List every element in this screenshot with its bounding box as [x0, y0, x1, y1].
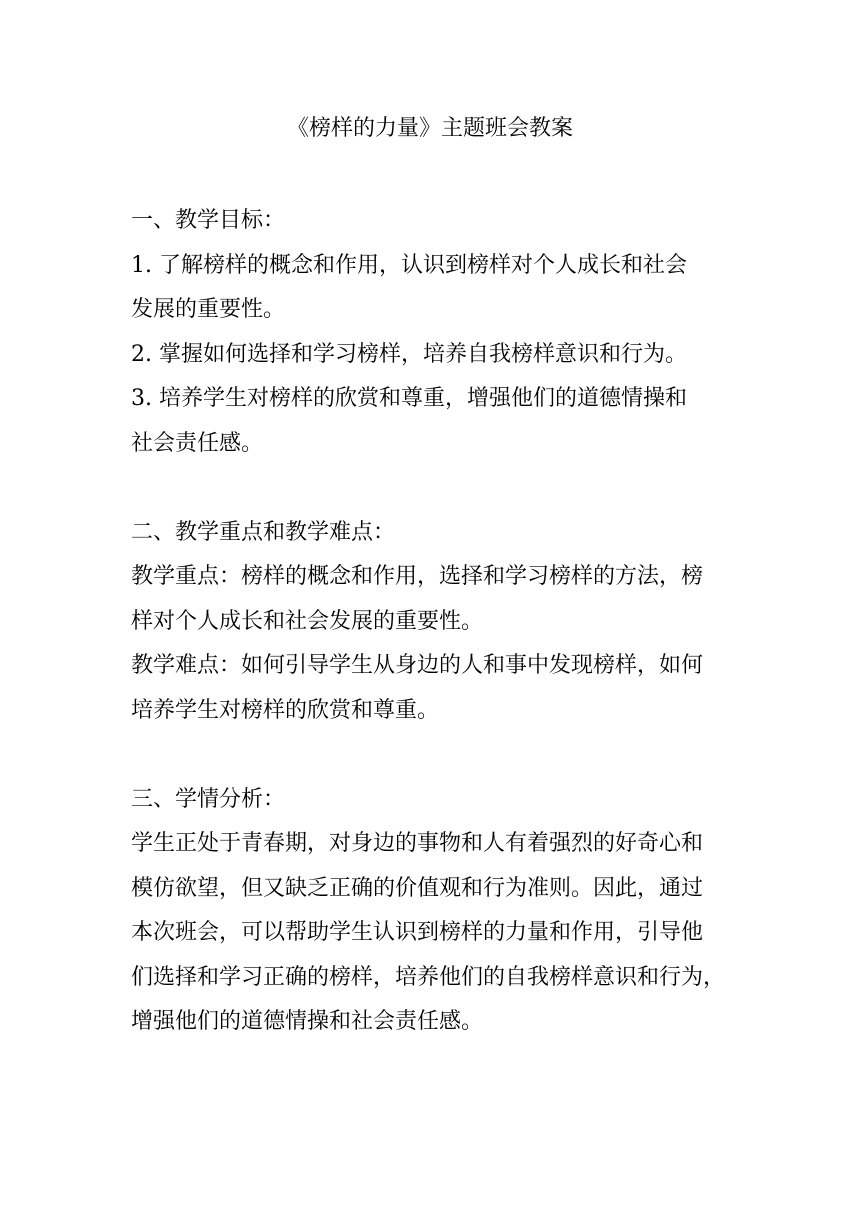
- section-teaching-objectives: [131, 199, 741, 466]
- blank-line: [131, 733, 741, 778]
- paragraph-line: 教学难点：如何引导学生从身边的人和事中发现榜样，如何: [131, 653, 704, 678]
- section-key-points: [131, 511, 741, 734]
- paragraph-line: 模仿欲望，但又缺乏正确的价值观和行为准则。因此，通过: [131, 875, 704, 901]
- document-body: [131, 199, 741, 1045]
- section-heading: 三、学情分析：: [131, 786, 286, 812]
- paragraph-line: 本次班会，可以帮助学生认识到榜样的力量和作用，引导他: [131, 920, 704, 945]
- paragraph-line: 2. 掌握如何选择和学习榜样，培养自我榜样意识和行为。: [131, 341, 687, 367]
- paragraph-line: 社会责任感。: [131, 430, 264, 456]
- document-title: 《榜样的力量》主题班会教案: [286, 116, 573, 141]
- section-student-analysis: [131, 778, 741, 1045]
- paragraph-line: 学生正处于青春期，对身边的事物和人有着强烈的好奇心和: [131, 831, 704, 856]
- paragraph-line: 增强他们的道德情操和社会责任感。: [131, 1009, 484, 1034]
- paragraph-line: 1. 了解榜样的概念和作用，认识到榜样对个人成长和社会: [131, 252, 687, 278]
- section-heading: 二、教学重点和教学难点：: [131, 519, 396, 545]
- paragraph-line: 3. 培养学生对榜样的欣赏和尊重，增强他们的道德情操和: [131, 386, 687, 411]
- paragraph-line: 教学重点：榜样的概念和作用，选择和学习榜样的方法，榜: [131, 564, 704, 589]
- blank-line: [131, 466, 741, 511]
- paragraph-line: 们选择和学习正确的榜样，培养他们的自我榜样意识和行为，: [131, 964, 726, 990]
- section-heading: 一、教学目标：: [131, 208, 286, 233]
- paragraph-line: 样对个人成长和社会发展的重要性。: [131, 608, 484, 634]
- paragraph-line: 培养学生对榜样的欣赏和尊重。: [131, 697, 440, 723]
- paragraph-line: 发展的重要性。: [131, 297, 286, 322]
